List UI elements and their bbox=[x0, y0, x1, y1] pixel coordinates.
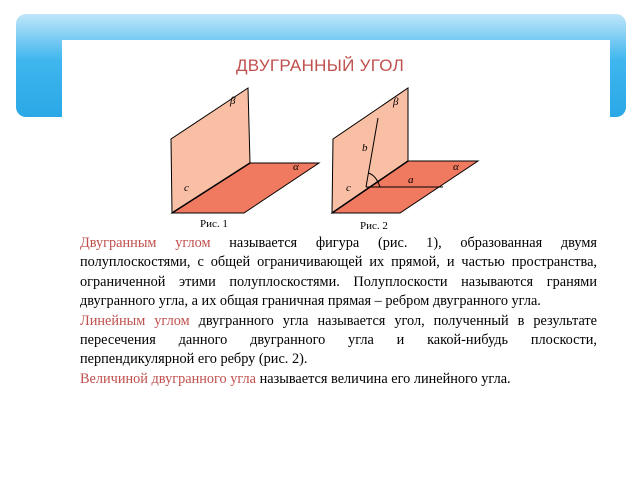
slide-title: ДВУГРАННЫЙ УГОЛ bbox=[235, 56, 405, 75]
figure-2-caption: Рис. 2 bbox=[360, 220, 388, 232]
definition-angle-measure: называется величина его линейного угла. bbox=[256, 370, 511, 387]
label-c: c bbox=[346, 182, 351, 194]
body-text bbox=[80, 234, 597, 389]
label-a: a bbox=[408, 174, 414, 186]
paragraph-dihedral-angle bbox=[80, 234, 597, 312]
label-beta: β bbox=[393, 96, 399, 108]
term-dihedral-angle: Двугранным углом bbox=[80, 235, 211, 251]
term-linear-angle: Линейным углом bbox=[80, 312, 190, 329]
figure-1 bbox=[171, 88, 319, 230]
label-alpha: α bbox=[453, 161, 459, 173]
label-beta: β bbox=[230, 95, 236, 107]
term-angle-measure: Величиной двугранного угла bbox=[80, 370, 257, 387]
label-alpha: α bbox=[293, 161, 299, 173]
paragraph-linear-angle bbox=[80, 312, 597, 370]
figure-1-caption: Рис. 1 bbox=[200, 218, 228, 230]
figure-2 bbox=[332, 88, 478, 232]
definition-dihedral-angle: называется фигура (рис. 1), образованная двумя полуплоскостями, с общей ограничивающей их прямой, и частью пространства, ограниченной этими полуплоскостями. Полуплоскости называются гранями двугранного угла, а их общая граничная прямая – ребром двугранного угла. bbox=[80, 235, 597, 310]
definition-linear-angle: двугранного угла называется угол, полученный в результате пересечения данного двугранного угла и какой-нибудь плоскости, перпендикулярной его ребру (рис. 2). bbox=[80, 312, 598, 368]
paragraph-angle-measure bbox=[80, 370, 597, 389]
label-c: c bbox=[184, 182, 189, 194]
label-b: b bbox=[362, 142, 368, 154]
